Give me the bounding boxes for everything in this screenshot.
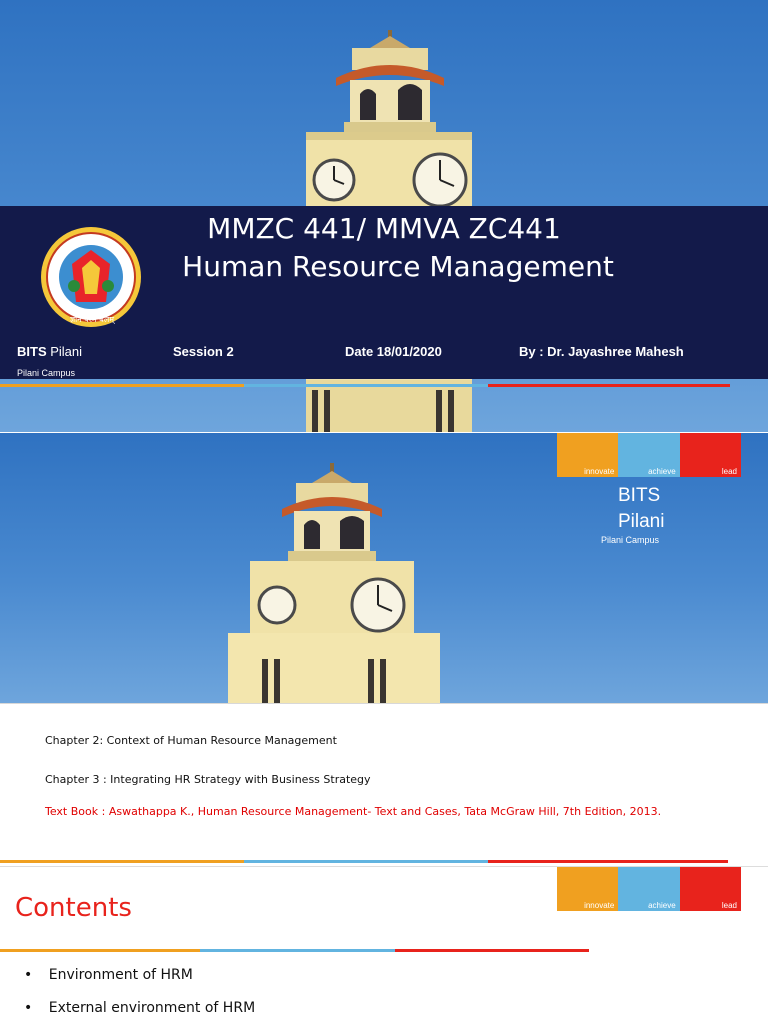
badge-lead: lead — [721, 467, 737, 476]
badge-achieve: achieve — [648, 467, 676, 476]
innovate-achieve-lead-badge — [557, 867, 741, 911]
list-item-label: Environment of HRM — [48, 967, 193, 983]
stripe-blue — [200, 949, 395, 952]
list-item — [24, 1000, 255, 1016]
stripe-red — [395, 949, 589, 952]
chapters-slide — [0, 433, 768, 865]
badge-innovate: innovate — [584, 467, 615, 476]
chapter-3-text: Chapter 3 : Integrating HR Strategy with Business Strategy — [45, 773, 371, 786]
bullet-icon: • — [24, 967, 33, 983]
brand-pilani: Pilani — [618, 511, 665, 532]
campus-label: Pilani Campus — [17, 368, 76, 378]
stripe-blue — [244, 860, 488, 863]
brand-campus: Pilani Campus — [601, 535, 660, 545]
badge-innovate: innovate — [584, 901, 615, 910]
title-banner — [0, 206, 768, 379]
course-code-title: MMZC 441/ MMVA ZC441 — [207, 212, 561, 245]
contents-title: Contents — [15, 893, 132, 923]
stripe-orange — [0, 949, 200, 952]
list-item — [24, 967, 193, 983]
list-item-label: External environment of HRM — [48, 1000, 256, 1016]
bullet-icon: • — [24, 1000, 33, 1016]
chapters-box — [0, 703, 768, 864]
bits-pilani-label — [17, 344, 82, 359]
badge-achieve: achieve — [648, 901, 676, 910]
title-slide — [0, 0, 768, 432]
stripe-orange — [0, 384, 244, 387]
logo-motto: ज्ञानं परमं बलम् — [69, 315, 115, 324]
chapter-2-text: Chapter 2: Context of Human Resource Management — [45, 734, 337, 747]
stripe-orange — [0, 860, 244, 863]
stripe-red — [488, 860, 728, 863]
contents-slide — [0, 866, 768, 1025]
bits-bold-label: BITS — [17, 344, 47, 359]
brand-bits: BITS — [618, 485, 661, 506]
innovate-achieve-lead-badge — [557, 433, 741, 477]
stripe-red — [488, 384, 730, 387]
stripe-blue — [244, 384, 488, 387]
author-label: By : Dr. Jayashree Mahesh — [519, 344, 684, 359]
badge-lead: lead — [721, 901, 737, 910]
textbook-text: Text Book : Aswathappa K., Human Resource Management- Text and Cases, Tata McGraw Hill, 7th Edition, 2013. — [45, 805, 662, 818]
session-label: Session 2 — [173, 344, 234, 359]
pilani-label: Pilani — [46, 344, 83, 359]
date-label: Date 18/01/2020 — [345, 344, 442, 359]
course-name-title: Human Resource Management — [182, 250, 614, 283]
